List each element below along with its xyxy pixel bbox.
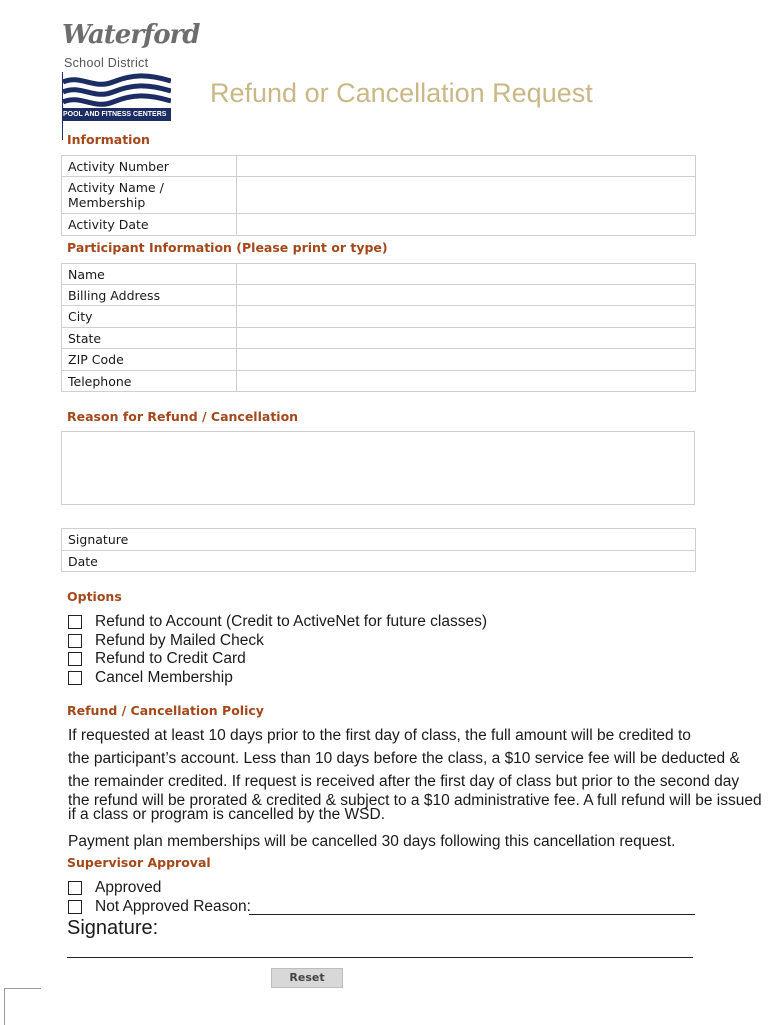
policy-line: the refund will be prorated & credited & subject to a $10 administrative fee. A full refund will be issued — [68, 792, 762, 809]
information-table — [61, 155, 696, 236]
policy-line: the participant’s account. Less than 10 days before the class, a $10 service fee will be deducted & — [68, 750, 740, 767]
approved-option[interactable] — [68, 878, 161, 897]
row-label: Name — [62, 264, 237, 285]
activity-name-field[interactable] — [237, 177, 696, 214]
table-row — [62, 328, 696, 349]
checkbox[interactable] — [68, 900, 82, 914]
checkbox[interactable] — [68, 881, 82, 895]
options-heading: Options — [67, 589, 122, 604]
telephone-field[interactable] — [237, 371, 696, 392]
row-label: Billing Address — [62, 285, 237, 306]
option-refund-to-account[interactable] — [68, 612, 487, 631]
billing-address-field[interactable] — [237, 285, 696, 306]
table-row — [62, 349, 696, 371]
row-label: Telephone — [62, 371, 237, 392]
option-label: Refund to Credit Card — [95, 649, 246, 667]
logo-script-text: Waterford — [62, 20, 200, 50]
zip-code-field[interactable] — [237, 349, 696, 371]
supervisor-heading: Supervisor Approval — [67, 855, 211, 870]
policy-line: Payment plan memberships will be cancelled 30 days following this cancellation request. — [68, 833, 676, 850]
table-row — [62, 285, 696, 306]
not-approved-reason-line[interactable] — [249, 896, 695, 915]
policy-line: If requested at least 10 days prior to the first day of class, the full amount will be credited to — [68, 727, 691, 744]
checkbox[interactable] — [68, 634, 82, 648]
policy-heading: Refund / Cancellation Policy — [67, 703, 264, 718]
participant-heading: Participant Information (Please print or type) — [67, 240, 388, 255]
reason-heading: Reason for Refund / Cancellation — [67, 409, 299, 424]
not-approved-option[interactable] — [68, 897, 251, 916]
checkbox[interactable] — [68, 615, 82, 629]
checkbox[interactable] — [68, 652, 82, 666]
reason-textarea[interactable] — [61, 431, 695, 505]
name-field[interactable] — [237, 264, 696, 285]
table-row — [62, 306, 696, 328]
policy-line: the remainder credited. If request is received after the first day of class but prior to the second day — [68, 773, 740, 790]
logo-subtitle: School District — [64, 56, 149, 70]
table-row — [62, 551, 696, 572]
logo-band: POOL AND FITNESS CENTERS — [62, 108, 171, 121]
page-title: Refund or Cancellation Request — [210, 78, 593, 108]
row-label: Activity Date — [62, 214, 237, 236]
logo-wave-box — [62, 72, 171, 140]
option-refund-by-check[interactable] — [68, 631, 264, 650]
table-row — [62, 177, 696, 214]
table-row — [62, 529, 696, 551]
option-refund-to-credit-card[interactable] — [68, 649, 246, 668]
policy-line: if a class or program is cancelled by the WSD. — [68, 806, 386, 823]
checkbox[interactable] — [68, 671, 82, 685]
signature-table — [61, 528, 696, 572]
table-row — [62, 156, 696, 177]
city-field[interactable] — [237, 306, 696, 328]
supervisor-signature-line[interactable] — [67, 940, 693, 958]
table-row — [62, 264, 696, 285]
date-field[interactable]: Date — [62, 551, 696, 572]
state-field[interactable] — [237, 328, 696, 349]
row-label: ZIP Code — [62, 349, 237, 371]
supervisor-signature-label: Signature: — [67, 917, 159, 939]
information-heading: Information — [67, 132, 150, 147]
option-label: Not Approved Reason: — [95, 897, 251, 915]
option-label: Approved — [95, 878, 162, 896]
table-row — [62, 371, 696, 392]
option-label: Refund to Account (Credit to ActiveNet for future classes) — [95, 612, 487, 630]
row-label: State — [62, 328, 237, 349]
page-corner-mark — [4, 988, 41, 1025]
option-label: Cancel Membership — [95, 668, 233, 686]
activity-number-field[interactable] — [237, 156, 696, 177]
activity-date-field[interactable] — [237, 214, 696, 236]
row-label: City — [62, 306, 237, 328]
reset-button[interactable]: Reset — [271, 968, 343, 988]
participant-table — [61, 263, 696, 392]
row-label: Activity Number — [62, 156, 237, 177]
option-label: Refund by Mailed Check — [95, 631, 264, 649]
signature-field[interactable]: Signature — [62, 529, 696, 551]
row-label: Activity Name / Membership — [62, 177, 237, 214]
option-cancel-membership[interactable] — [68, 668, 233, 687]
wave-graphic — [63, 72, 171, 112]
waterford-logo — [62, 20, 200, 122]
table-row — [62, 214, 696, 236]
